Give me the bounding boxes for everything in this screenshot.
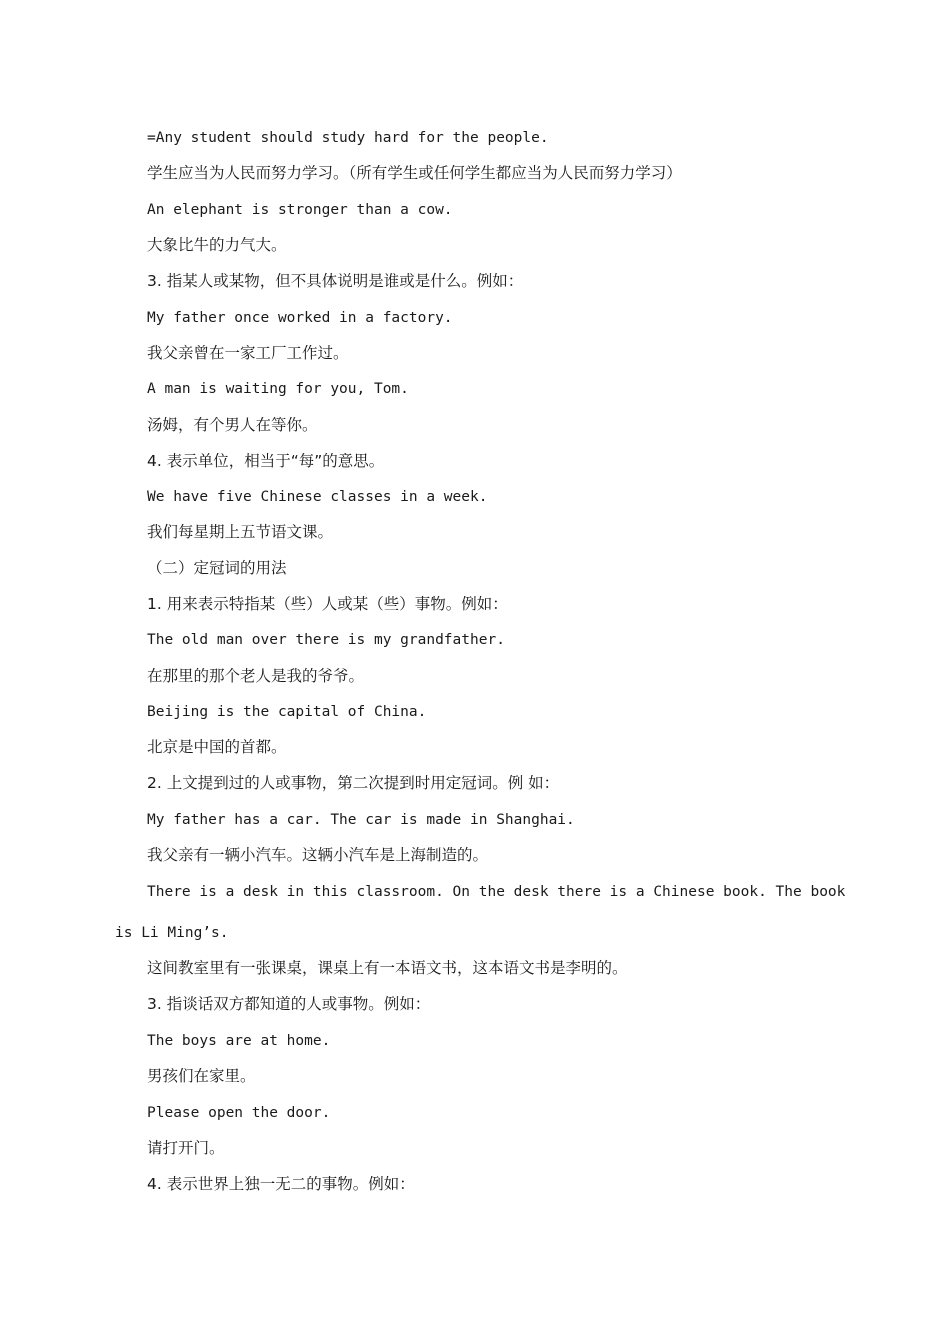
text-line: 2. 上文提到过的人或事物，第二次提到时用定冠词。例 如：: [147, 774, 560, 792]
text-line: 1. 用来表示特指某（些）人或某（些）事物。例如：: [147, 595, 508, 613]
text-line: My father has a car. The car is made in Shanghai.: [147, 812, 575, 828]
text-line: A man is waiting for you, Tom.: [147, 381, 409, 397]
text-line: 男孩们在家里。: [147, 1067, 256, 1085]
text-line: 4. 表示单位，相当于“每”的意思。: [147, 452, 385, 470]
text-line: Beijing is the capital of China.: [147, 704, 427, 720]
text-line: Please open the door.: [147, 1105, 331, 1121]
text-line: 汤姆，有个男人在等你。: [147, 416, 318, 434]
text-line: 北京是中国的首都。: [147, 738, 287, 756]
text-line: =Any student should study hard for the people.: [147, 130, 549, 146]
text-line: 请打开门。: [147, 1139, 225, 1157]
text-line: My father once worked in a factory.: [147, 310, 453, 326]
text-line: 我们每星期上五节语文课。: [147, 523, 334, 541]
text-line: We have five Chinese classes in a week.: [147, 489, 488, 505]
text-line: 4. 表示世界上独一无二的事物。例如：: [147, 1175, 415, 1193]
text-line: 大象比牛的力气大。: [147, 236, 287, 254]
text-line: 3. 指谈话双方都知道的人或事物。例如：: [147, 995, 431, 1013]
text-line: There is a desk in this classroom. On the desk there is a Chinese book. The book: [147, 884, 846, 900]
text-line-continued: is Li Ming’s.: [115, 925, 229, 941]
text-line: An elephant is stronger than a cow.: [147, 202, 453, 218]
text-line: 这间教室里有一张课桌，课桌上有一本语文书，这本语文书是李明的。: [147, 959, 628, 977]
section-heading: （二）定冠词的用法: [147, 559, 287, 577]
text-line: 在那里的那个老人是我的爷爷。: [147, 667, 365, 685]
text-line: 3. 指某人或某物，但不具体说明是谁或是什么。例如：: [147, 272, 524, 290]
text-line: 学生应当为人民而努力学习。（所有学生或任何学生都应当为人民而努力学习）: [147, 164, 682, 182]
text-line: 我父亲曾在一家工厂工作过。: [147, 344, 349, 362]
text-line: The boys are at home.: [147, 1033, 331, 1049]
text-line: The old man over there is my grandfather.: [147, 632, 505, 648]
text-line: 我父亲有一辆小汽车。这辆小汽车是上海制造的。: [147, 846, 489, 864]
